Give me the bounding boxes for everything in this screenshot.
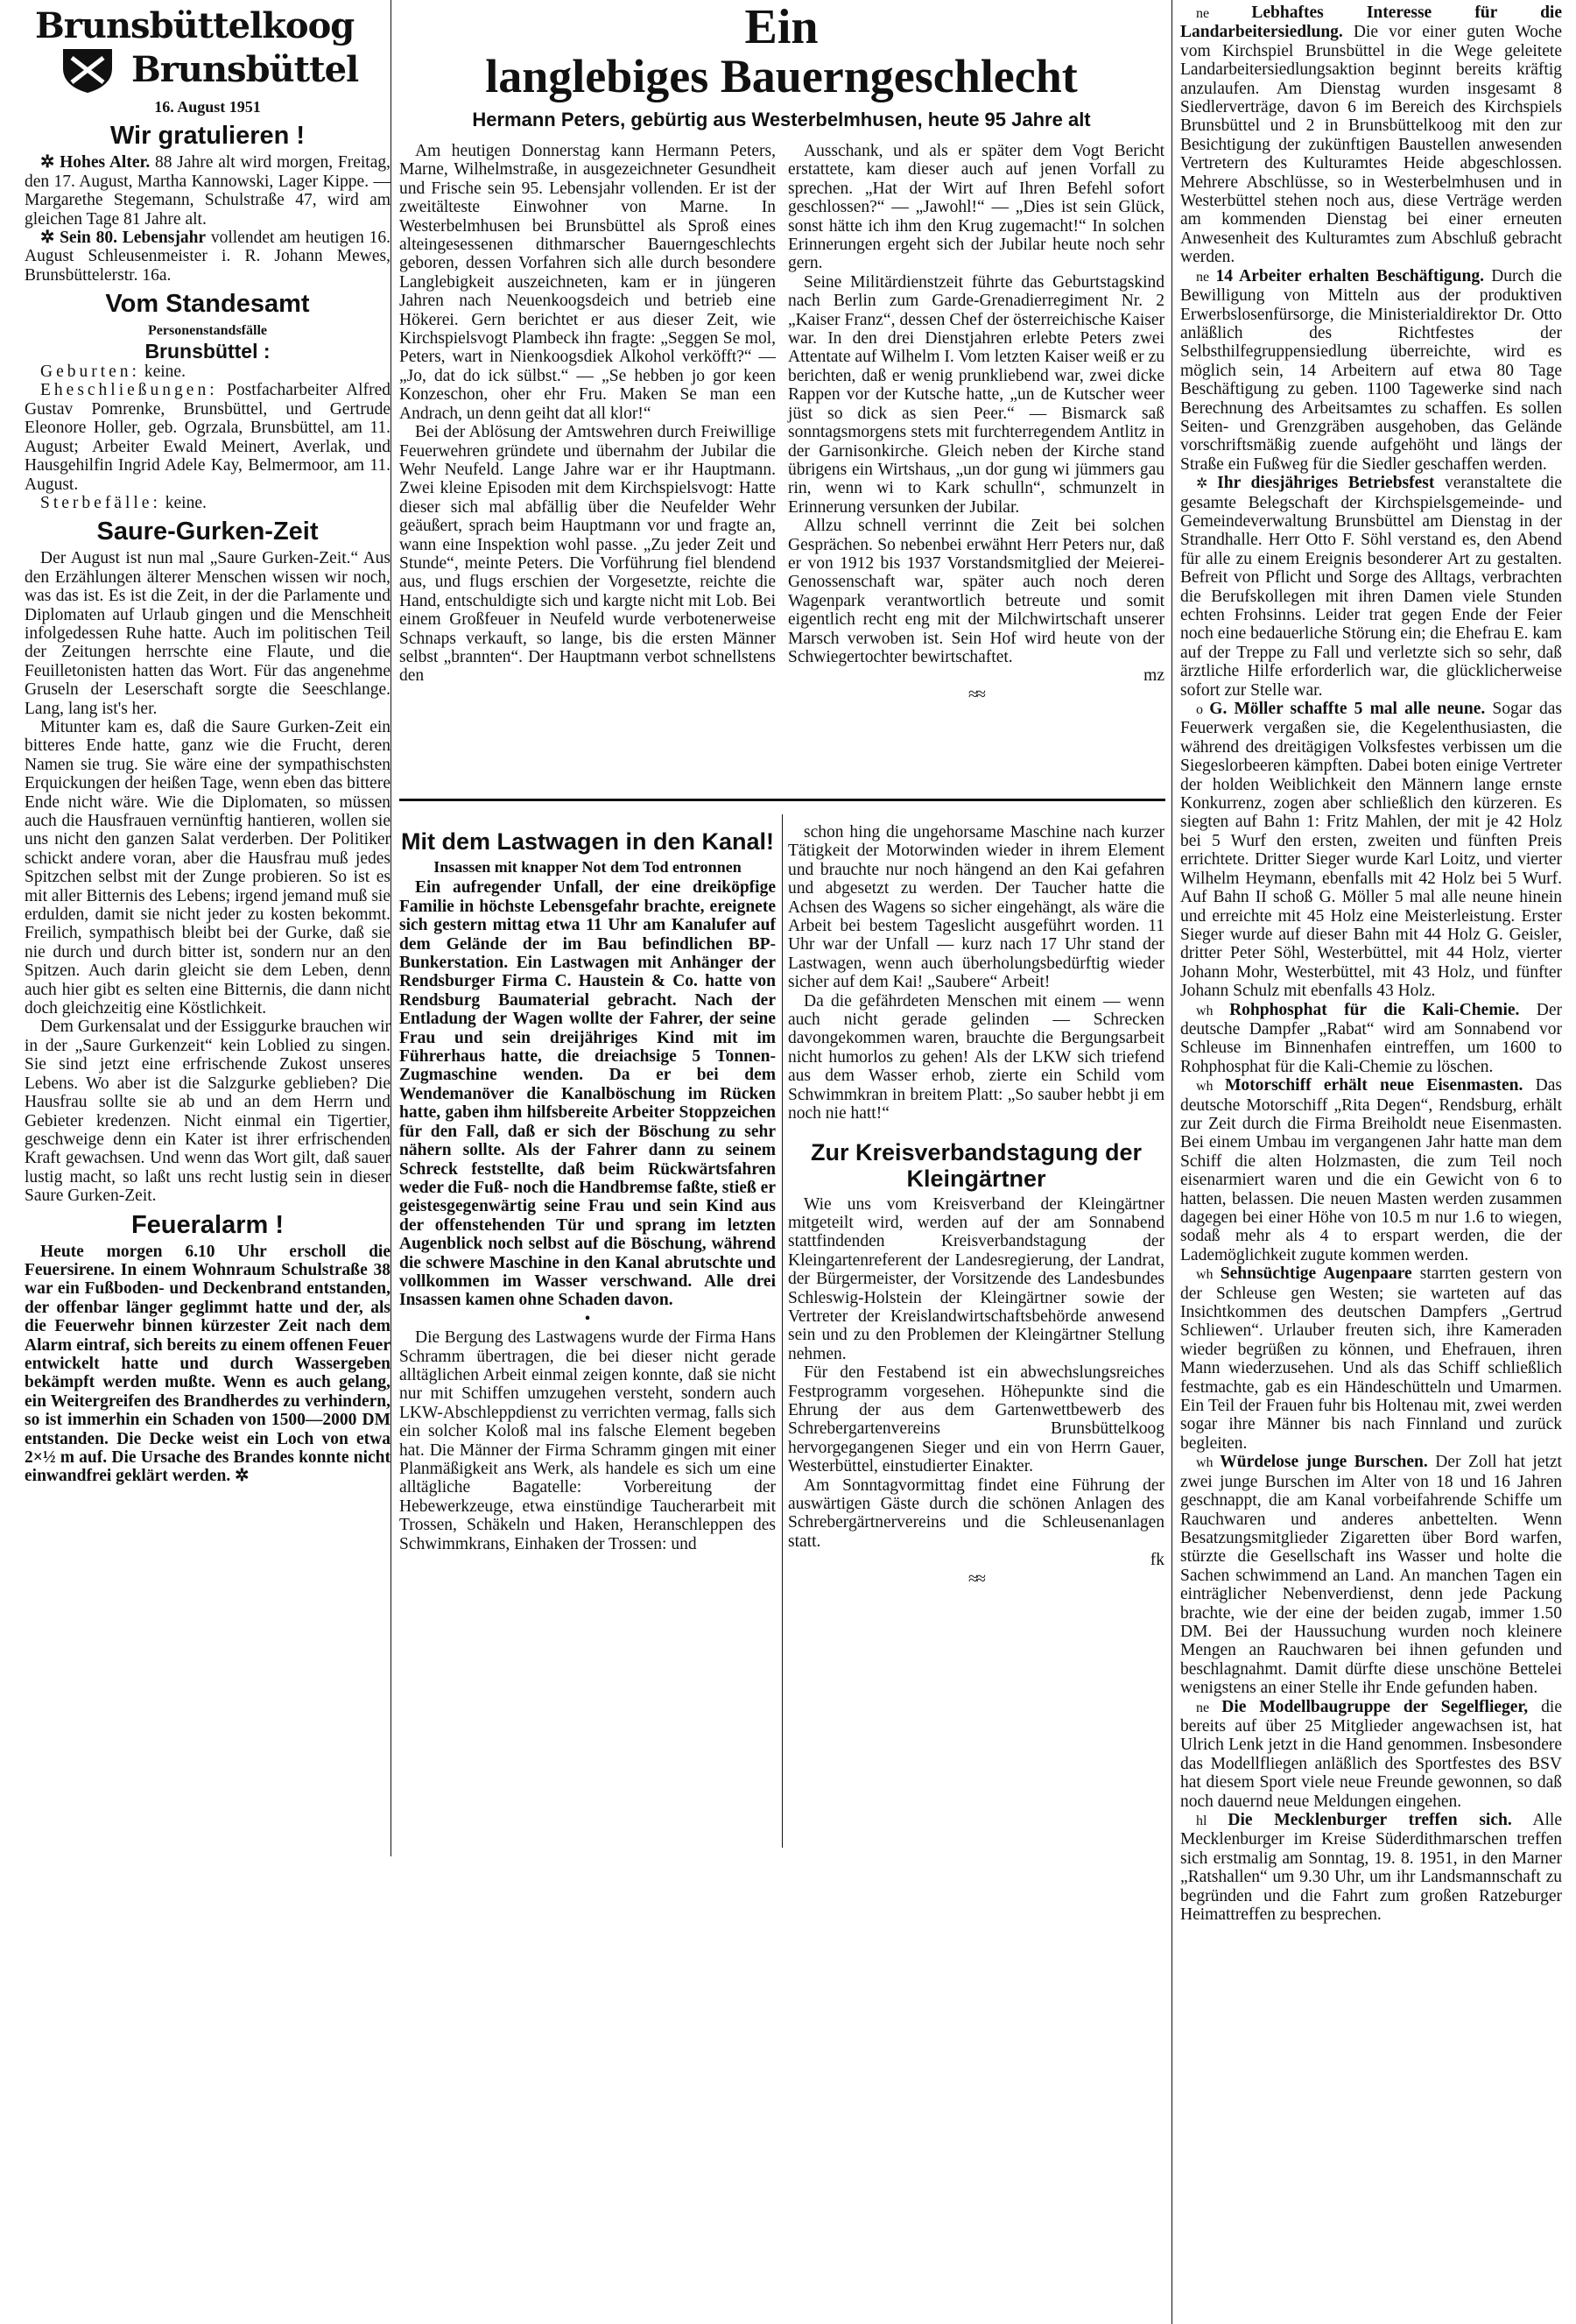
news-text: die bereits auf über 25 Mitglieder angewachsen ist, hat Ulrich Lenk jetzt in die Hand genommen. Insbesondere das Modellfliegen anläßlich des Sportfestes des BSV hat diesem Sport viele neue Freunde gewonnen, so daß noch dauernd neue Meldungen eingehen.	[1180, 1697, 1562, 1811]
news-item	[1180, 1076, 1562, 1264]
news-lead: Lebhaftes Interesse für die Landarbeitersiedlung.	[1180, 4, 1562, 42]
paragraph: Allzu schnell verrinnt die Zeit bei solchen Gesprächen. So nebenbei erwähnt Herr Peters nur, daß er von 1912 bis 1937 Vorstandsmitglied der Meierei-Genossenschaft war, später auch noch deren Wagenpark verantwortlich betreute und somit eigentlich recht eng mit der Milchwirtschaft unserer Marsch verwoben ist. Sein Hof wird heute von der Schwiegertochter bewirtschaftet.	[788, 517, 1164, 666]
paragraph: Heute morgen 6.10 Uhr erscholl die Feuersirene. In einem Wohnraum Schulstraße 38 war ein Fußboden- und Deckenbrand entstanden, der offenbar länger geglimmt hatte und der, als die Feuerwehr binnen kürzester Zeit nach dem Alarm eintraf, sich bereits zu einem offenen Feuer entwickelt hatte und durch Wassergeben bekämpft werden mußte. Wenn es auch gelang, ein Weitergreifen des Brandherdes zu verhindern, so ist immerhin ein Schaden von 1500—2000 DM entstanden. Die Decke weist ein Loch von etwa 2×½ m auf. Die Ursache des Brandes konnte nicht einwandfrei geklärt werden. ✲	[25, 1242, 390, 1486]
notice-lead: ✲ Hohes Alter.	[40, 153, 151, 173]
lastwagen-column-left	[399, 823, 776, 1553]
births	[25, 363, 390, 381]
article-subtitle: Hermann Peters, gebürtig aus Westerbelmhusen, heute 95 Jahre alt	[472, 109, 1091, 130]
news-text: starrten gestern von der Schleuse gen Westen; sie warteten auf das Insichtkommen des deutschen Dampfers „Gertrud Schliewen“. Urlauber freuten sich, ihre Kameraden wieder begrüßen zu können, und Ehefrauen, ihren Mann wiederzusehen. Und als das Schiff schließlich festmachte, gab es ein Händeschütteln und Umarmen. Ein Teil der Frauen fuhr bis Holtenau mit, zwei werden sogar ihre Männer bis nach Finnland und zurück begleiten.	[1180, 1264, 1562, 1453]
label: Geburten:	[40, 363, 140, 382]
paragraph: Mitunter kam es, daß die Saure Gurken-Zeit ein bitteres Ende hatte, ganz wie die Frucht, deren Namen sie trug. Sie wäre eine der sympathischsten Erquickungen der heißen Tage, wenn eben das bittere Ende nicht wäre. Wie die Diplomaten, so müssen auch die Hausfrauen vernünftig hantieren, wollen sie uns nicht den ganzen Salat verderben. Der Politiker schickt andere voran, aber die Hausfrau muß jedes Spitzchen selbst mit der Zunge probieren. So ist es mit aller Bitternis des Lebens; irgend jemand muß sie erdulden, damit sie nicht jeder zu kosten bekommt. Freilich, sympathisch bleibt bei der Gurke, daß sie nie durch und durch bitter ist, sondern nur an den Spitzen. Auch darin gleicht sie dem Leben, denn auch hier gibt es selten eine Bitternis, die dann nicht doch gleichzeitig eine Köstlichkeit.	[25, 717, 390, 1018]
peters-column-right	[788, 142, 1164, 704]
author-signature: fk	[1150, 1551, 1164, 1570]
lead-paragraph: Ein aufregender Unfall, der eine dreiköpfige Familie in höchste Lebensgefahr brachte, ereignete sich gestern mittag etwa 11 Uhr am Kanalufer auf dem Gelände der im Bau befindlichen BP-Bunkerstation. Ein Lastwagen mit Anhänger der Rendsburger Firma C. Haustein & Co. hatte von Rendsburg Baumaterial gebracht. Nach der Entladung der Wagen wollte der Fahrer, der seine Frau und sein dreijähriges Kind mit im Führerhaus hatte, die dreiachsige 5 Tonnen-Zugmaschine wenden. Da er bei dem Wendemanöver die Kanalböschung im Rücken hatte, gaben ihm hilfsbereite Arbeiter Stoppzeichen für den Fall, daß er sich der Böschung zu sehr nähern sollte. Als der Fahrer dann zu seinem Schreck feststellte, daß beim Rückwärtsfahren weder die Fuß- noch die Handbremse faßte, stieß er geistesgegenwärtig seine Frau und sein Kind aus der offenstehenden Tür und sprang im letzten Augenblick noch selbst auf die Böschung, während die schwere Maschine in den Kanal abrutschte und vollkommen im Wasser verschwand. Alle drei Insassen kamen ohne Schaden davon.	[399, 878, 776, 1310]
news-text: Alle Mecklenburger im Kreise Süderdithmarschen treffen sich erstmalig am Sonntag, 19. 8. 1951, in den Marner „Ratshallen“ um 9.30 Uhr, um ihr Landsmannschaft zu begründen und die Fahrt zum großen Ratzeburger Heimattreffen zu besprechen.	[1180, 1811, 1562, 1925]
article-kicker: Ein	[744, 0, 819, 54]
news-text: veranstaltete die gesamte Belegschaft der Kirchspielsgemeinde- und Gemeindeverwaltung Brunsbüttel am Dienstag in der Strandhalle. Herr Otto F. Söhl verstand es, den Abend für alle zu einem Ereignis besonderer Art zu gestalten. Befreit von Pflicht und Sorge des Alltags, verbrachten die Berufskollegen mit ihren Damen viele Stunden echten Frohsinns. Leider trat gegen Ende der Feier noch eine bedauerliche Störung ein; die Ehefrau E. kam auf der Treppe zu Fall und verletzte sich so sehr, daß ärztliche Hilfe erforderlich war, die glücklicherweise sofort zur Stelle war.	[1180, 474, 1563, 700]
news-lead: Motorschiff erhält neue Eisenmasten.	[1225, 1076, 1523, 1095]
section-rule	[399, 799, 1165, 801]
notice-text: vollendet am heutigen 16. August Schleusenmeister i. R. Johann Mewes, Brunsbüttelerstr. 16a.	[25, 229, 390, 285]
value: keine.	[160, 493, 207, 512]
label: Eheschließungen:	[40, 381, 218, 400]
news-tag: wh	[1196, 1267, 1221, 1283]
notice-lead: ✲ Sein 80. Lebensjahr	[40, 229, 207, 248]
news-lead: Rohphosphat für die Kali-Chemie.	[1229, 1000, 1520, 1019]
news-tag: wh	[1196, 1003, 1230, 1018]
news-item	[1180, 267, 1562, 474]
paragraph: Bei der Ablösung der Amtswehren durch Freiwillige Feuerwehren gründete und übernahm der Jubilar die Wehr Neufeld. Lange Jahre war er ihr Hauptmann. Zwei kleine Episoden mit dem Kirchspielsvogt: Hatte dieser sich mal abfällig über die Neufelder Wehr geäußert, sprach beim Hauptmann vor und fragte an, wann eine Inspektion wohl passe. „Zu jeder Zeit und Stunde“, meinte Peters. Die Vorführung fiel blendend aus, und flugs erschien der Vorgesetzte, reichte die Hand, entschuldigte sich und kargte nicht mit Lob. Bei einem Großfeuer in Neufeld wurde verbotenerweise Schnaps verkauft, so lange, bis die ersten Männer selbst „brannten“. Der Hauptmann verbot schnellstens den	[399, 423, 776, 686]
news-tag: ne	[1196, 6, 1252, 21]
separator-dot: •	[584, 1309, 591, 1328]
masthead-logo	[26, 5, 394, 96]
news-tag: hl	[1196, 1813, 1228, 1828]
end-mark-icon: ≈≈	[968, 1568, 984, 1588]
news-text: Der deutsche Dampfer „Rabat“ wird am Sonnabend vor Schleuse im Binnenhafen eintreffen, um 1600 to Rohphosphat für die Kali-Chemie zu löschen.	[1180, 1000, 1562, 1076]
news-text: Der Zoll hat jetzt zwei junge Burschen im Alter von 18 und 16 Jahren geschnappt, die am Kanal vorbeifahrende Schiffe um Rauchwaren und anderes anbettelten. Wenn Besatzungsmitglieder Zigaretten über Bord warfen, stürzte die Gesellschaft ins Wasser und holte die Sachen schwimmend an Land. An manchen Tagen ein einträglicher Nebenverdienst, denn jede Packung brachte, wie der eine der beiden zugab, immer 1.50 DM. Bei der Haussuchung wurden noch kleinere Mengen an Rauchwaren bei ihnen gefunden und beschlagnahmt. Damit dürfte diese unschöne Bettelei wenigstens an einer Stelle ihr Ende gefunden haben.	[1180, 1453, 1562, 1698]
news-text: Durch die Bewilligung von Mitteln aus der produktiven Erwerbslosenfürsorge, die Ministerialdirektor Dr. Otto anläßlich des Richtfestes der Selbsthilfegruppensiedlung überreichte, wird es möglich sein, 14 Arbeitern auf etwa 80 Tage Beschäftigung zu geben. 1100 Tagewerke sind nach Berechnung des Arbeitsamtes zu schaffen. Es sollen Seiten- und Grenzgräben ausgehoben, das Gelände vorschriftsmäßig zuende aufgehöht und längs der Straße ein Fußweg für die Siedler geschaffen werden.	[1180, 266, 1562, 474]
news-lead: Sehnsüchtige Augenpaare	[1220, 1264, 1412, 1284]
masthead-line1: Brunsbüttelkoog	[35, 5, 355, 46]
deaths	[25, 494, 390, 512]
coat-of-arms-icon	[60, 46, 116, 95]
news-item	[1180, 1001, 1562, 1077]
news-tag: ne	[1196, 1700, 1222, 1715]
paragraph: Dem Gurkensalat und der Essiggurke brauchen wir in der „Saure Gurkenzeit“ kein Loblied zu singen. Sie sind jetzt eine erfrischende Zukost unseres Lebens. Wo aber ist die Salzgurke geblieben? Die Hausfrau sollte sie ab und an dem Herrn und Gebieter kredenzen. Nicht einmal ein Tigertier, geschweige denn ein Kater ist ihrer erfrischenden Kraft gewachsen. Und wenn das Wort gilt, daß sauer lustig macht, so laßt uns recht lustig sein in dieser Saure Gurken-Zeit.	[25, 1018, 390, 1206]
news-tag: ✲	[1196, 476, 1218, 492]
paragraph: Die Bergung des Lastwagens wurde der Firma Hans Schramm übertragen, die bei dieser nicht gerade alltäglichen Arbeit einmal zeigen konnte, daß sie nicht nur mit Schiffen umzugehen versteht, sondern auch LKW-Abschleppdienst zu verrichten vermag, falls sich ein solcher Koloß mal ins falsche Element begeben hat. Die Männer der Firma Schramm gingen mit einer Planmäßigkeit ans Werk, als handele es sich um eine alltägliche Bagatelle: Vorbereitung der Hebewerkzeuge, etwa einstündige Taucherarbeit mit Trossen, Schäkeln und Haken, Heranschleppen des Schwimmkrans, Einhaken der Trossen: und	[399, 1328, 776, 1553]
news-lead: Die Modellbaugruppe der Segelflieger,	[1221, 1697, 1529, 1716]
notice-item	[25, 153, 390, 229]
news-item	[1180, 1453, 1562, 1697]
notice-item	[25, 229, 390, 285]
standesamt-place: Brunsbüttel :	[144, 339, 271, 363]
news-tag: o	[1196, 702, 1210, 718]
news-lead: Die Mecklenburger treffen sich.	[1228, 1811, 1512, 1829]
column-divider	[390, 0, 391, 1856]
news-text: Die vor einer guten Woche vom Kirchspiel Brunsbüttel in die Wege geleitete Landarbeitersiedlungsaktion beginnt bereits kräftig anzulaufen. Am Dienstag wurden insgesamt 8 Siedlerverträge, davon 6 im Bereich des Kirchspiels Brunsbüttel und 2 in Brunsbüttelkoog mit den zur Besichtigung der zukünftigen Baustellen anwesenden Vertretern des Kulturamtes Heide abgeschlossen. Mehrere Abschlüsse, so in Westerbelmhusen und in Westerbüttel stehen noch aus, diese Verträge werden am kommenden Dienstag bei einer erneuten Anwesenheit des Kulturamtes zum Abschluß gebracht werden.	[1180, 23, 1562, 267]
news-lead: Ihr diesjähriges Betriebsfest	[1217, 474, 1435, 493]
news-lead: Würdelose junge Burschen.	[1220, 1453, 1428, 1472]
heading-gratulieren: Wir gratulieren !	[109, 122, 306, 151]
peters-column-left	[399, 142, 776, 686]
notice-text: 88 Jahre alt wird morgen, Freitag, den 17. August, Martha Kannowski, Lager Kippe. — Margarethe Stegemann, Schulstraße 47, wird am gleichen Tage 81 Jahre alt.	[25, 153, 390, 229]
column-4-local-news	[1180, 4, 1562, 1924]
label: Sterbefälle:	[40, 493, 161, 512]
news-lead: G. Möller schaffte 5 mal alle neune.	[1209, 700, 1486, 719]
paragraph: Ausschank, und als er später dem Vogt Bericht erstattete, kam dieser auch auf jenen Vorfall zu sprechen. „Hat der Wirt auf Ihren Befehl sofort geschlossen?“ — „Jawohl!“ — „Dies ist sein Glück, sonst hätte ich ihm den Krug zugemacht!“ In solchen Erinnerungen ergeht sich der Jubilar heute noch sehr gern.	[788, 142, 1164, 273]
news-item	[1180, 4, 1562, 267]
heading-lastwagen: Mit dem Lastwagen in den Kanal!	[400, 828, 775, 855]
value: keine.	[139, 363, 186, 382]
paragraph: schon hing die ungehorsame Maschine nach kurzer Tätigkeit der Motorwinden wieder in ihrem Element und brauchte nur noch hängend an den Kai gefahren und abgesetzt zu werden. Der Taucher hatte die Achsen des Wagens so sicher eingehängt, als wäre die Arbeit bei bestem Tageslicht ausgeführt worden. 11 Uhr war der Unfall — kurz nach 17 Uhr stand der Lastwagen, wenn auch überholungsbedürftig wieder sicher auf dem Kai! „Saubere“ Arbeit!	[788, 823, 1164, 992]
news-item	[1180, 474, 1562, 700]
paragraph: Da die gefährdeten Menschen mit einem — wenn auch nicht gerade gelinden — Schrecken davongekommen waren, brauchte die Bergungsarbeit nicht humorlos zu gehen! Als der LKW sich triefend aus dem Wasser erhob, zierte ein Schild vom Schwimmkran in breitem Platt: „So sauber hebbt ji em noch nie hatt!“	[788, 991, 1164, 1123]
issue-date: 16. August 1951	[154, 98, 261, 116]
heading-feueralarm: Feueralarm !	[130, 1210, 285, 1239]
value: Postfacharbeiter Alfred Gustav Pomrenke, Brunsbüttel, und Gertrude Eleonore Holler, geb. Ogrzala, Brunsbüttel, am 11. August; Arbeiter Ewald Meinert, Averlak, und Hausgehilfin Ingrid Adele Kay, Belmermoor, am 11. August.	[25, 381, 390, 494]
masthead-line2: Brunsbüttel	[131, 49, 359, 90]
news-lead: 14 Arbeiter erhalten Beschäftigung.	[1215, 266, 1484, 285]
end-mark-icon: ≈≈	[968, 684, 984, 704]
column-divider	[1171, 0, 1172, 2324]
column-divider	[782, 814, 783, 1848]
paragraph: Seine Militärdienstzeit führte das Geburtstagskind nach Berlin zum Garde-Grenadierregiment Nr. 2 „Kaiser Franz“, dessen Chef der österreichische Kaiser war. In den drei Dienstjahren erlebte Peters zwei Attentate auf Wilhelm I. Vom letzten Kaiser weiß er zu berichten, daß er wenig prunkliebend war, zwei dicke Rappen vor der Kutsche hatte, „un de Kutscher weer jüst so dick as sien Peer.“ — Bismarck saß sonntagsmorgens stets mit furchterregendem Antlitz in der Garnisonkirche. Gleich neben der Kirche stand übrigens ein Wirtshaus, „un dor gung wi jümmers gau rin, wenn wi to Kark schulln“, schmunzelt in Erinnerung versunken der Jubilar.	[788, 272, 1164, 517]
paragraph: Der August ist nun mal „Saure Gurken-Zeit.“ Aus den Erzählungen älterer Menschen wissen wir noch, was das ist. Es ist die Zeit, in der die Parlamente und Diplomaten auf Urlaub gingen und die Menschheit infolgedessen Ruhe hatte. Auch im politischen Teil der Zeitungen herrschte eine Flaute, und die Feuilletonisten hatten das Wort. Für das angenehme Gruseln der Leserschaft sorgte die Seeschlange. Lang, lang ist's her.	[25, 549, 390, 718]
column-1	[25, 96, 390, 1486]
news-text: Das deutsche Motorschiff „Rita Degen“, Rendsburg, erhält zur Zeit durch die Firma Breiholdt neue Eisenmasten. Bei einem Umbau im vergangenen Jahr hatte man dem Schiff die alten Holzmasten, die zum Teil noch eisenarmiert waren und die ein Gewicht von 6 to hatten, belassen. Die neuen Masten werden zusammen dagegen bei einer Höhe von 10.5 m nur 1.6 to wiegen, sodaß mehr als 4 to erspart werden, die der Lademöglichkeit zugute kommen werden.	[1180, 1076, 1563, 1264]
news-text: Sogar das Feuerwerk vergaßen sie, die Kegelenthusiasten, die während des dreitägigen Volksfestes verbissen um die Siegeslorbeeren kämpften. Dabei boten einige Vertreter der holden Weiblichkeit den Männern lange ernste Konkurrenz, zogen aber schließlich den kürzeren. Es siegten auf Bahn 1: Fritz Mahlen, der mit je 42 Holz bei 5 Wurf den ersten, zweiten und fünften Preis errichtete. Dritter Sieger wurde Karl Loitz, und vierter Wilhelm Heymann, ebenfalls mit 42 Holz bei 5 Wurf. Auf Bahn II schoß G. Möller 5 mal alle neune hinein und erreichte mit 45 Holz eine Meisterleistung. Erster Sieger wurde auf dieser Bahn mit 44 Holz G. Geisler, dritter Peter Söhl, Westerbüttel, mit 44 Holz, vierter Johann Mohr, Westerbüttel, mit 43 Holz, und fünfter Johann Schulz mit ebenfalls 43 Holz.	[1180, 700, 1563, 1001]
news-item	[1180, 1811, 1562, 1924]
paragraph: Wie uns vom Kreisverband der Kleingärtner mitgeteilt wird, werden auf der am Sonnabend stattfindenden Kreisverbandstagung der Kleingartenreferent der Landesregierung, der Landrat, der Bürgermeister, der Vorsitzende des Landesbundes Schleswig-Holstein der Kleingärtner sowie der Vertreter der Kreislandwirtschaftsbehörde anwesend sein und zu den Problemen der Kleingärtner Stellung nehmen.	[788, 1194, 1164, 1363]
news-item	[1180, 1264, 1562, 1453]
paragraph: Am Sonntagvormittag findet eine Führung der auswärtigen Gäste durch die schönen Anlagen des Schrebergärtnervereins und die Schleusenanlagen statt.	[788, 1475, 1164, 1551]
marriages	[25, 381, 390, 493]
news-item	[1180, 1698, 1562, 1811]
heading-kleingaertner: Zur Kreisverbandstagung der Kleingärtner	[810, 1138, 1143, 1192]
news-item	[1180, 700, 1562, 1001]
article-headline: langlebiges Bauerngeschlecht	[485, 50, 1078, 102]
lastwagen-subtitle: Insassen mit knapper Not dem Tod entronnen	[433, 858, 742, 876]
heading-standesamt: Vom Standesamt	[105, 290, 310, 319]
standesamt-subtitle: Personenstandsfälle	[148, 323, 267, 339]
news-tag: wh	[1196, 1079, 1226, 1095]
author-signature: mz	[1143, 666, 1164, 686]
heading-gurken: Saure-Gurken-Zeit	[96, 518, 319, 546]
lastwagen-column-right	[788, 823, 1164, 1588]
news-tag: ne	[1196, 269, 1216, 285]
paragraph: Für den Festabend ist ein abwechslungsreiches Festprogramm vorgesehen. Höhepunkte sind die Ehrung der aus dem Gartenwettbewerb des Schrebergartenvereins Brunsbüttelkoog hervorgegangenen Sieger und ein von Herrn Gauer, Westerbüttel, einstudierter Einakter.	[788, 1363, 1164, 1476]
paragraph: Am heutigen Donnerstag kann Hermann Peters, Marne, Wilhelmstraße, in ausgezeichneter Gesundheit und Frische sein 95. Lebensjahr vollenden. Er ist der zweitälteste Einwohner von Marne. In Westerbelmhusen bei Brunsbüttel als Sproß eines alteingesessenen dithmarscher Bauerngeschlechts geboren, dessen Vorfahren sich alle durch besondere Langlebigkeit auszeichneten, kam er in jüngeren Jahren nach Neuenkoogsdeich und betrieb eine Hökerei. Gern berichtet er aus dieser Zeit, wie Kirchspielsvogt Plambeck ihn fragte: „Seggen Se mol, Peters, wart in Nienkoogsdiek Alkohol verköfft?“ — „Jo, dat do ick sülbst.“ — „Se hebben jo gor keen Konzeschon, oher ehr Fru. Maken Se man een Andrach, un denn geiht dat all klor!“	[399, 142, 776, 423]
news-tag: wh	[1196, 1455, 1221, 1471]
